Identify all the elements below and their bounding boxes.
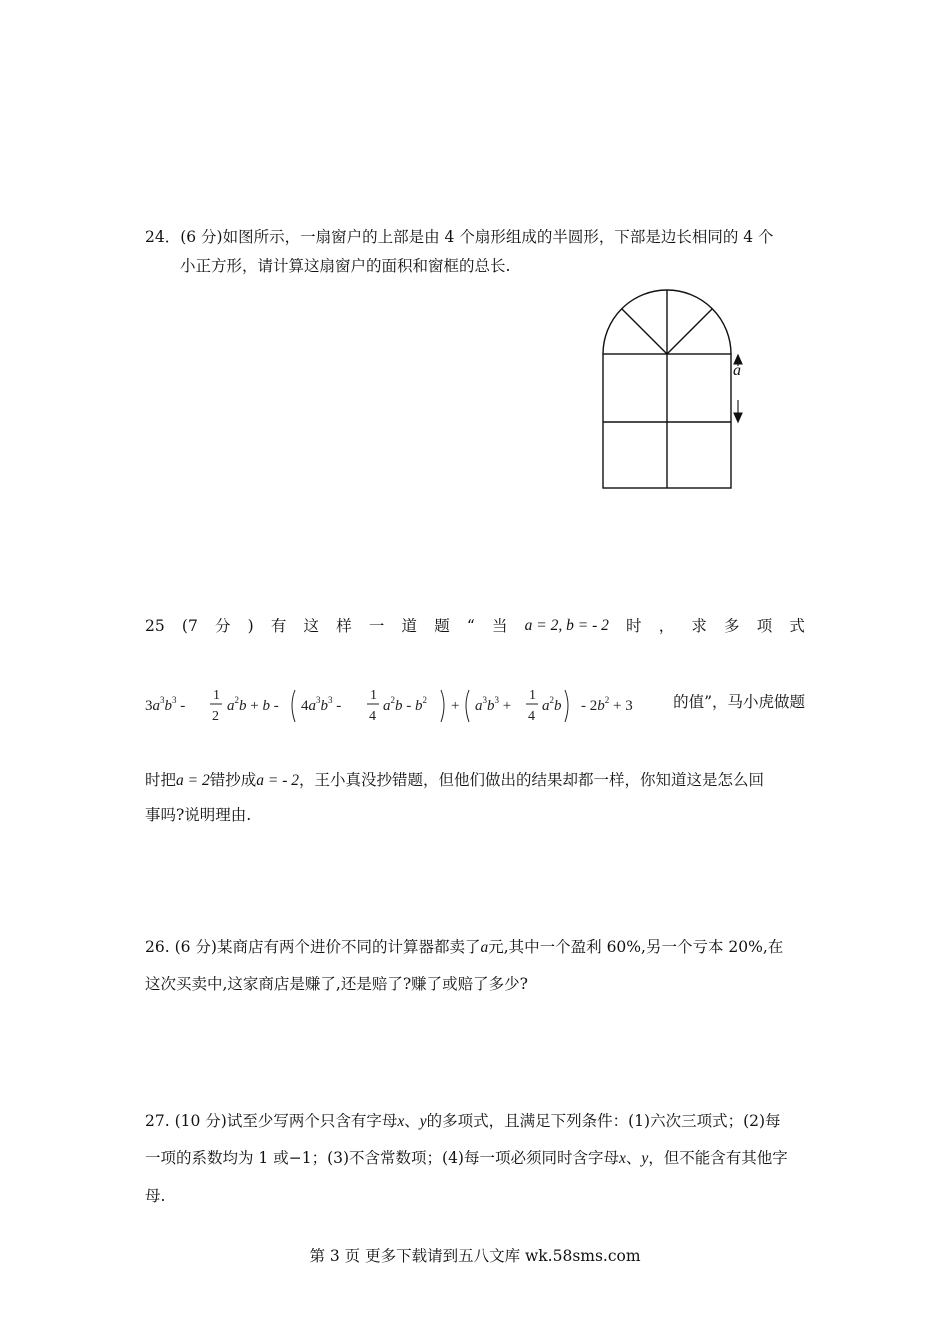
svg-text:4: 4: [369, 709, 376, 724]
q25-token: 求: [691, 617, 707, 635]
q25-formula-line: [145, 680, 805, 730]
q25-formula-tail: 的值”，马小虎做题: [673, 693, 805, 711]
svg-text:a2b: $a^2b$: [542, 695, 562, 714]
q25-token: 多: [724, 617, 740, 635]
q25-math-a-neg2: a = - 2: [256, 772, 299, 789]
q25-line4: 事吗?说明理由.: [145, 806, 252, 824]
q25-token: 这: [303, 617, 320, 635]
q25-formula: [145, 680, 665, 730]
svg-text:1: 1: [529, 688, 536, 703]
q25-token: 一: [368, 617, 385, 635]
q25-math-a2: a = 2: [176, 772, 210, 789]
window-figure: [590, 282, 750, 494]
q27-line2: 一项的系数均为 1 或−1；(3)不含常数项；(4)每一项必须同时含字母x、y，但不能含有其他字: [145, 1149, 788, 1167]
svg-text:a2b + b -: $a^2b + b$ -: [227, 695, 279, 714]
svg-text:4a3b3 -: $4a^3b^3$ -: [301, 695, 342, 714]
svg-text:1: 1: [213, 688, 220, 703]
q25-token: 时: [626, 617, 642, 635]
q25-token: 有: [270, 617, 287, 635]
q25-token: “: [466, 617, 475, 635]
q25-token: (7: [181, 617, 198, 635]
page-footer: 第 3 页 更多下载请到五八文库 wk.58sms.com: [309, 1247, 641, 1265]
q25-token: 道: [401, 617, 418, 635]
svg-text:+: +: [451, 698, 460, 714]
q26-var-a: a: [480, 939, 489, 956]
q26-line1: 26. (6 分)某商店有两个进价不同的计算器都卖了a元,其中一个盈利 60%,另一个亏本 20%,在: [145, 938, 784, 956]
q27-line1: 27. (10 分)试至少写两个只含有字母x、y的多项式，且满足下列条件：(1)六次三项式；(2)每: [145, 1112, 781, 1130]
q27-line3: 母.: [145, 1187, 166, 1205]
q25-token: ，: [658, 617, 675, 635]
svg-text:3a3b3 -: $3a^3b^3$ -: [145, 695, 186, 714]
q25-token: ): [247, 617, 254, 635]
q25-token: 分: [214, 617, 231, 635]
arrow-down-icon: [734, 413, 742, 422]
svg-text:a3b3 +: $a^3b^3$ +: [475, 695, 512, 714]
q25-token: 式: [789, 617, 805, 635]
q25-token: 项: [756, 617, 773, 635]
q25-line1: [145, 616, 805, 636]
svg-text:- 2b2 + 3: - $2b^2 + 3$: [581, 695, 633, 714]
side-label: a: [733, 362, 741, 379]
q25-token: 题: [434, 617, 450, 635]
svg-text:4: 4: [528, 709, 535, 724]
svg-text:1: 1: [370, 688, 377, 703]
svg-text:a2b - b2: $a^2b - b^2$: [383, 695, 427, 714]
q25-token: 当: [491, 617, 508, 635]
q25-token: 25: [145, 617, 165, 635]
q27-var-y: y: [419, 1113, 427, 1130]
q25-line3: 时把a = 2错抄成a = - 2，王小真没抄错题，但他们做出的结果却都一样，你知道这是怎么回: [145, 771, 765, 789]
q26-line2: 这次买卖中,这家商店是赚了,还是赔了?赚了或赔了多少?: [145, 975, 528, 993]
q24-line1: 24．(6 分)如图所示，一扇窗户的上部是由 4 个扇形组成的半圆形，下部是边长相同的 4 个: [145, 228, 774, 246]
arch-spoke-left: [622, 309, 667, 354]
arch-spoke-right: [667, 309, 712, 354]
svg-text:2: 2: [212, 709, 219, 724]
q25-token: 样: [336, 617, 352, 635]
q24-line2: 小正方形，请计算这扇窗户的面积和窗框的总长.: [180, 257, 511, 275]
q27-var-x: x: [397, 1113, 405, 1130]
q25-condition: a = 2, b = - 2: [524, 617, 609, 634]
